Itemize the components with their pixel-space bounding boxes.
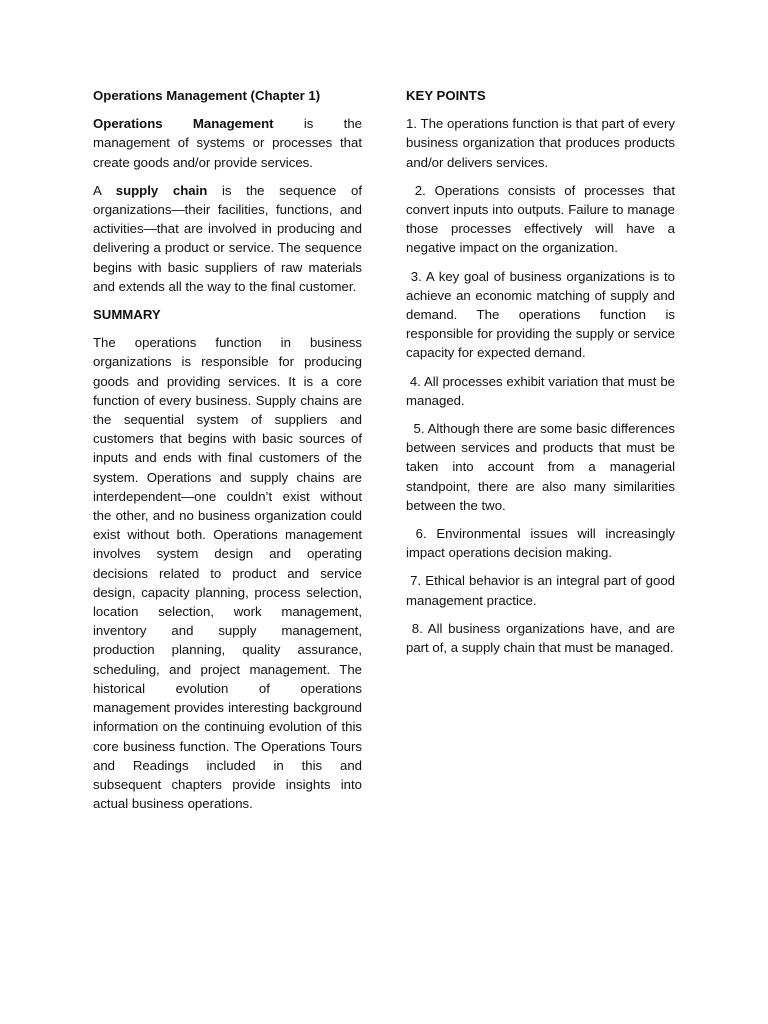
key-point-7: 7. Ethical behavior is an integral part of good management practice. <box>406 573 675 608</box>
key-point-5: 5. Although there are some basic differences between services and products that must be taken into account from a managerial standpoint, there are also many similarities between the two. <box>406 421 675 513</box>
key-point-2: 2. Operations consists of processes that convert inputs into outputs. Failure to manage those processes effectively will have a negative impact on the organization. <box>406 182 675 256</box>
definition-text: is the sequence of organizations—their facilities, functions, and activities—that are involved in producing and delivering a product or service. The sequence begins with basic suppliers of raw materials and extends all the way to the final customer. <box>93 182 363 294</box>
left-column <box>93 86 362 822</box>
summary-heading: SUMMARY <box>93 307 161 323</box>
definition-lead: A <box>93 182 116 198</box>
key-point-6: 6. Environmental issues will increasingly impact operations decision making. <box>406 526 675 561</box>
key-point-4: 4. All processes exhibit variation that must be managed. <box>406 373 675 408</box>
key-point-8: 8. All business organizations have, and are part of, a supply chain that must be managed. <box>406 620 675 656</box>
right-column <box>406 86 675 666</box>
term-supply-chain: supply chain <box>115 182 208 198</box>
key-point-1: 1. The operations function is that part of every business organization that produces products and/or delivers services. <box>406 116 675 170</box>
definition-text: is the management of systems or processes that create goods and/or provide services. <box>93 116 362 170</box>
key-points-heading: KEY POINTS <box>406 88 486 103</box>
document-title: Operations Management (Chapter 1) <box>93 88 321 103</box>
summary-paragraph: The operations function in business organizations is responsible for producing goods and providing services. It is a core function of every business. Supply chains are the sequential system of suppliers and customers that begins with basic sources of inputs and ends with final customers of the system. Operations and supply chains are interdependent—one couldn’t exist without the other, and no business organization could exist without both. Operations management involves system design and operating decisions related to product and service design, capacity planning, process selection, location selection, work management, inventory and supply management, production planning, quality assurance, scheduling, and project management. The historical evolution of operations management provides interesting background information on the continuing evolution of this core business function. The Operations Tours and Readings included in this and subsequent chapters provide insights into actual business operations. <box>93 335 362 812</box>
definition-supply-chain <box>93 181 362 296</box>
term-operations-management: Operations Management <box>93 116 274 132</box>
definition-operations-management <box>93 114 362 172</box>
key-point-3: 3. A key goal of business organizations is to achieve an economic matching of supply and demand. The operations function is responsible for providing the supply or service capacity for expected demand. <box>406 268 675 361</box>
